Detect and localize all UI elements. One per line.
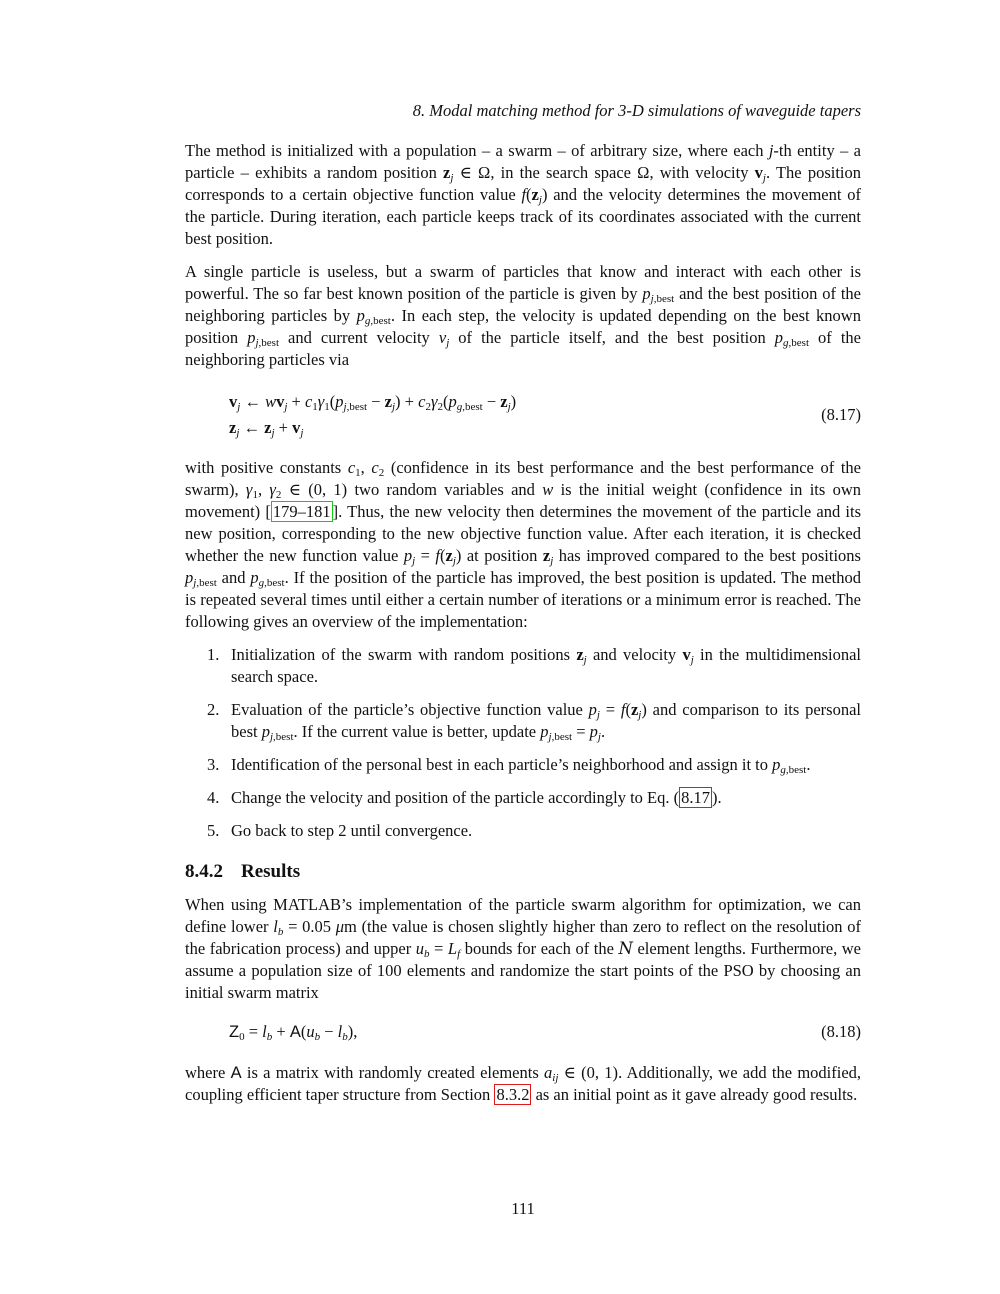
page-number: 111 [511,1199,535,1218]
paragraph-constants: with positive constants $c_1$, $c_2$ (confidence in its best performance and the best performance of the swarm), $\gamma_1$, $\gamma_2$ ∈ (0, 1) two random variables and w is the initial weight (confidence in its own movement) [ 179–181 ]. Thus, the new velocity then determines the movement of the particle and its new position, corresponding to the new objective function value. After each iteration, it is checked whether the new function value $p_j = f(z_j)$ at position $z_j$ has improved compared to the best positions $p_{j,best}$ and $p_{g,best}$. If the position of the particle has improved, the best position is updated. The method is repeated several times until either a certain number of iterations or a minimum error is reached. The following gives an overview of the implementation: [185,458,862,631]
paragraph-results: When using MATLAB’s implementation of the particle swarm algorithm for optimization, we can define lower $l_b = 0.05$ μm (the value is chosen slightly higher than zero to reflect on the resolution of the fabrication process) and upper $u_b = L_f$ bounds for each of the N element lengths. Furthermore, we assume a population size of 100 elements and randomize the start points of the PSO by choosing an initial swarm matrix [185,895,861,1002]
list-item: 2. Evaluation of the particle’s objective function value $p_j = f(z_j)$ and comparison to its personal best $p_{j,best}$. If the current value is better, update $p_{j,best} = p_j$. [207,700,861,743]
citation-link[interactable]: 179–181 [272,502,331,521]
list-item: 5. Go back to step 2 until convergence. [207,821,473,840]
list-item: 3. Identification of the personal best in each particle’s neighborhood and assign it to $p_{g,best}$. [207,755,811,776]
paragraph-intro: The method is initialized with a population – a swarm – of arbitrary size, where each j-th entity – a particle – exhibits a random position $z_j$ ∈ Ω, in the search space Ω, with velocity $v_j$. The position corresponds to a certain objective function value $f(z_j)$ and the velocity determines the movement of the particle. During iteration, each particle keeps track of its coordinates associated with the current best position. [185,141,861,248]
implementation-steps [185,644,861,842]
paragraph-matrix: where A is a matrix with randomly created elements $a_{ij}$ ∈ (0, 1). Additionally, we add the modified, coupling efficient taper structure from Section 8.3.2 as an initial point as it gave already good results. [185,1063,862,1104]
equation-ref-link[interactable]: 8.17 [681,788,710,807]
list-item: 1. Initialization of the swarm with random positions $z_j$ and velocity $v_j$ in the multidimensional search space. [207,645,861,686]
list-item: 4. Change the velocity and position of the particle accordingly to Eq. ( 8.17 ). [207,788,722,807]
running-header: 8. Modal matching method for 3-D simulations of waveguide tapers [412,101,861,120]
equation-8-17: $v_j$ ← $wv_j + c_1\gamma_1(p_{j,best} - z_j) + c_2\gamma_2(p_{g,best} - z_j)$ $z_j$ ← $z_j + v_j$ (8.17) [229,392,861,439]
page-body [185,140,861,1117]
equation-number: (8.18) [821,1022,861,1041]
equation-8-18: $Z_0 = l_b + A(u_b - l_b)$, (8.18) [229,1022,861,1043]
paragraph-swarm: A single particle is useless, but a swarm of particles that know and interact with each other is powerful. The so far best known position of the particle is given by $p_{j,best}$ and the best position of the neighboring particles by $p_{g,best}$. In each step, the velocity is updated depending on the best known position $p_{j,best}$ and current velocity $v_j$ of the particle itself, and the best position $p_{g,best}$ of the neighboring particles via [185,262,861,369]
section-ref-link[interactable]: 8.3.2 [496,1085,530,1104]
section-heading: 8.4.2 Results [185,861,301,882]
equation-number: (8.17) [821,405,861,424]
